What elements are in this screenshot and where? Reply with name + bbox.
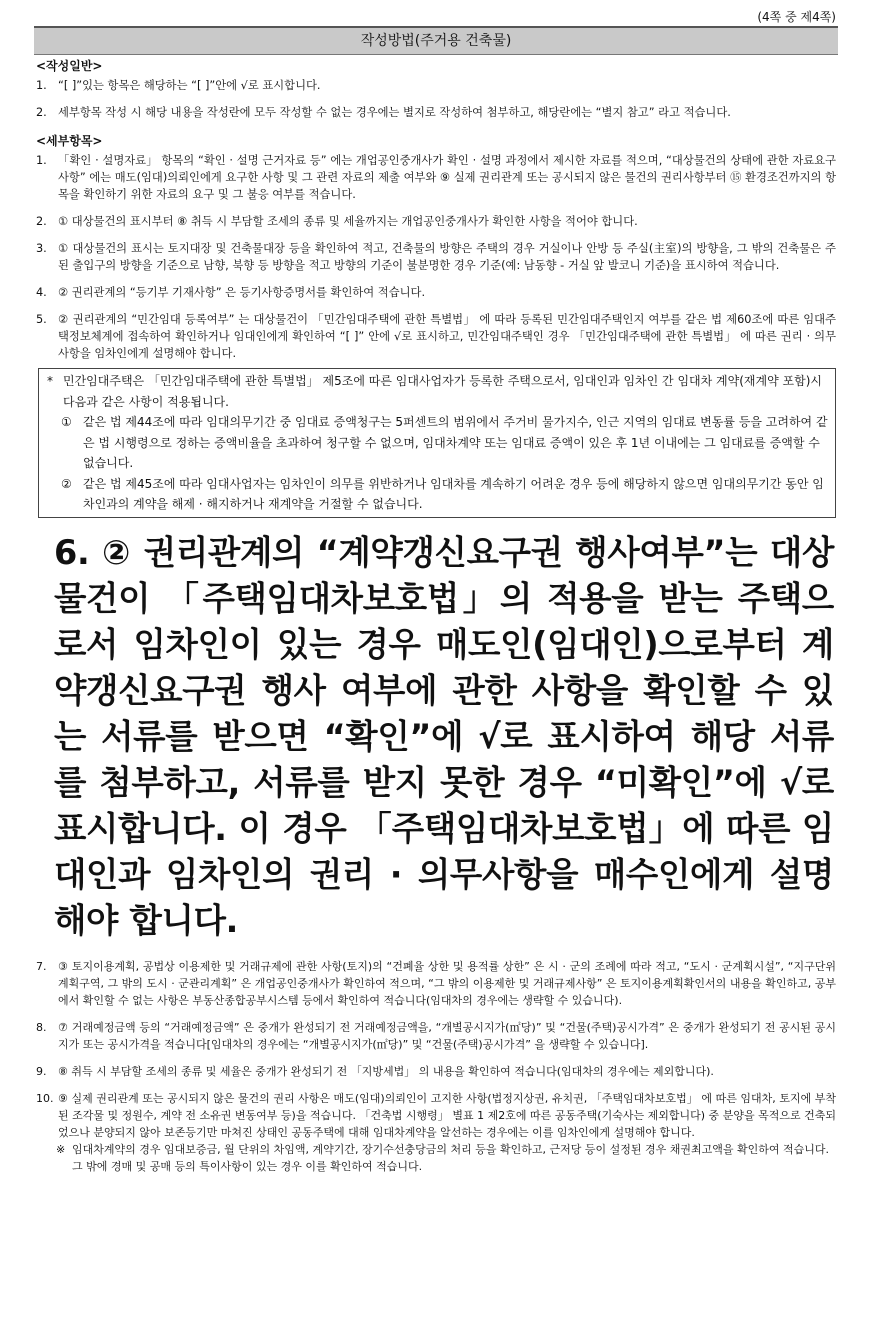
item-number: 3. bbox=[36, 242, 47, 255]
item-text: ② 권리관계의 “민간임대 등록여부” 는 대상물건이 「민간임대주택에 관한 특별법」 에 따라 등록된 민간임대주택인지 여부를 같은 법 제60조에 따른 임대주택정보체계에 접속하여 확인하거나 임대인에게 확인하여 “[ ]” 안에 √로 표시하고, 민간임대주택인 경우 「민간임대주택에 관한 특별법」 에 따른 권리 · 의무사항을 임차인에게 설명해야 합니다. bbox=[58, 313, 836, 360]
detail-item bbox=[36, 311, 836, 362]
note-mark: ※ bbox=[56, 1142, 66, 1156]
detail-item bbox=[36, 1019, 836, 1053]
detail-item bbox=[36, 213, 836, 230]
item-number: 4. bbox=[36, 286, 47, 299]
item-text: ⑦ 거래예정금액 등의 “거래예정금액” 은 중개가 완성되기 전 거래예정금액을, “개별공시지가(㎡당)” 및 “건물(주택)공시가격” 은 중개가 완성되기 전 공시된 공시지가 또는 공시가격을 적습니다[임대차의 경우에는 “개별공시지가(㎡당)” 및 “건물(주택)공시가격” 을 생략할 수 있습니다]. bbox=[58, 1020, 836, 1051]
item-number: 2. bbox=[36, 106, 47, 119]
item-text: ⑧ 취득 시 부담할 조세의 종류 및 세율은 중개가 완성되기 전 「지방세법」 의 내용을 확인하여 적습니다(임대차의 경우에는 제외합니다). bbox=[58, 1064, 714, 1078]
item-number: 10. bbox=[36, 1091, 54, 1105]
detail-item bbox=[36, 152, 836, 203]
asterisk-mark: * bbox=[47, 374, 53, 388]
item-text: “[ ]”있는 항목은 해당하는 “[ ]”안에 √로 표시합니다. bbox=[58, 79, 321, 92]
section-title: 작성방법(주거용 건축물) bbox=[34, 26, 838, 55]
general-item bbox=[36, 77, 836, 94]
item-text: ① 대상물건의 표시는 토지대장 및 건축물대장 등을 확인하여 적고, 건축물의 방향은 주택의 경우 거실이나 안방 등 주실(主室)의 방향을, 그 밖의 건축물은 주된 출입구의 방향을 기준으로 남향, 북향 등 방향을 적고 방향의 기준이 불분명한 경우 기준(예: 남동향 - 거실 앞 발코니 기준)을 표시하여 적습니다. bbox=[58, 242, 836, 272]
item-number: 2. bbox=[36, 215, 47, 228]
sub-mark: ① bbox=[61, 415, 72, 429]
item-text: ③ 토지이용계획, 공법상 이용제한 및 거래규제에 관한 사항(토지)의 “건폐율 상한 및 용적률 상한” 은 시 · 군의 조례에 따라 적고, “도시 · 군계획시설”, “지구단위계획구역, 그 밖의 도시 · 군관리계획” 은 개업공인중개사가 확인하여 적으며, “그 밖의 이용제한 및 거래규제사항” 은 토지이용계획확인서의 내용을 확인하고, 공부에서 확인할 수 없는 사항은 부동산종합공부시스템 등에서 확인하여 적습니다(임대차의 경우에는 생략할 수 있습니다). bbox=[58, 959, 836, 1007]
note-text: 임대차계약의 경우 임대보증금, 월 단위의 차임액, 계약기간, 장기수선충당금의 처리 등을 확인하고, 근저당 등이 설정된 경우 채권최고액을 확인하여 적습니다. 그 밖에 경매 및 공매 등의 특이사항이 있는 경우 이를 확인하여 적습니다. bbox=[72, 1142, 829, 1173]
item-number: 7. bbox=[36, 959, 47, 973]
general-item bbox=[36, 104, 836, 121]
item-number: 8. bbox=[36, 1020, 47, 1034]
detail-item bbox=[36, 284, 836, 301]
highlighted-item-6: 6. ② 권리관계의 “계약갱신요구권 행사여부”는 대상물건이 「주택임대차보호법」의 적용을 받는 주택으로서 임차인이 있는 경우 매도인(임대인)으로부터 계약갱신요구권 행사 여부에 관한 사항을 확인할 수 있는 서류를 받으면 “확인”에 √로 표시하여 해당 서류를 첨부하고, 서류를 받지 못한 경우 “미확인”에 √로 표시합니다. 이 경우 「주택임대차보호법」에 따른 임대인과 임차인의 권리 · 의무사항을 매수인에게 설명해야 합니다. bbox=[54, 532, 834, 940]
sub-text: 같은 법 제44조에 따라 임대의무기간 중 임대료 증액청구는 5퍼센트의 범위에서 주거비 물가지수, 인근 지역의 임대료 변동률 등을 고려하여 같은 법 시행령으로 정하는 증액비율을 초과하여 청구할 수 없으며, 임대차계약 또는 임대료 증액이 있은 후 1년 이내에는 그 임대료를 증액할 수 없습니다. bbox=[83, 415, 828, 470]
detail-item bbox=[36, 1063, 836, 1080]
lease-note bbox=[36, 1141, 836, 1175]
item-text: ⑨ 실제 권리관계 또는 공시되지 않은 물건의 권리 사항은 매도(임대)의뢰인이 고지한 사항(법정지상권, 유치권, 「주택임대차보호법」 에 따른 임대차, 토지에 부착된 조각물 및 정원수, 계약 전 소유권 변동여부 등)을 적습니다. 「건축법 시행령」 별표 1 제2호에 따른 공동주택(기숙사는 제외합니다) 중 분양을 목적으로 건축되었으나 분양되지 않아 보존등기만 마쳐진 상태인 공동주택에 대해 임대차계약을 알선하는 경우에는 이를 임차인에게 설명해야 합니다. bbox=[58, 1091, 836, 1139]
detail-item bbox=[36, 958, 836, 1009]
instructions-body bbox=[36, 56, 836, 1175]
item-text: ② 권리관계의 “등기부 기재사항” 은 등기사항증명서를 확인하여 적습니다. bbox=[58, 286, 426, 299]
general-heading: <작성일반> bbox=[36, 59, 103, 73]
item-number: 9. bbox=[36, 1064, 47, 1078]
item-text: 「확인 · 설명자료」 항목의 “확인 · 설명 근거자료 등” 에는 개업공인중개사가 확인 · 설명 과정에서 제시한 자료를 적으며, “대상물건의 상태에 관한 자료요구 사항” 에는 매도(임대)의뢰인에게 요구한 사항 및 그 관련 자료의 제출 여부와 ⑨ 실제 권리관계 또는 공시되지 않은 물건의 권리사항부터 ⑮ 환경조건까지의 항목을 확인하기 위한 자료의 요구 및 그 불응 여부를 적습니다. bbox=[58, 154, 836, 201]
private-rental-note-box bbox=[38, 368, 836, 518]
box-sub-item bbox=[47, 412, 829, 474]
detail-item bbox=[36, 240, 836, 274]
item-text: ① 대상물건의 표시부터 ⑧ 취득 시 부담할 조세의 종류 및 세율까지는 개업공인중개사가 확인한 사항을 적어야 합니다. bbox=[58, 215, 638, 228]
detail-item bbox=[36, 1090, 836, 1141]
page-number: (4쪽 중 제4쪽) bbox=[757, 10, 836, 24]
item-text: 세부항목 작성 시 해당 내용을 작성란에 모두 작성할 수 없는 경우에는 별지로 작성하여 첨부하고, 해당란에는 “별지 참고” 라고 적습니다. bbox=[58, 106, 731, 119]
box-intro bbox=[47, 371, 829, 412]
detail-heading: <세부항목> bbox=[36, 134, 103, 148]
sub-text: 같은 법 제45조에 따라 임대사업자는 임차인이 의무를 위반하거나 임대차를 계속하기 어려운 경우 등에 해당하지 않으면 임대의무기간 동안 임차인과의 계약을 해제 · 해지하거나 재계약을 거절할 수 없습니다. bbox=[83, 476, 824, 511]
item-number: 1. bbox=[36, 154, 47, 167]
sub-mark: ② bbox=[61, 476, 72, 491]
box-sub-item bbox=[47, 474, 829, 515]
box-intro-text: 민간임대주택은 「민간임대주택에 관한 특별법」 제5조에 따른 임대사업자가 등록한 주택으로서, 임대인과 임차인 간 임대차 계약(재계약 포함)시 다음과 같은 사항이 적용됩니다. bbox=[63, 374, 822, 409]
item-number: 1. bbox=[36, 79, 47, 92]
item-number: 5. bbox=[36, 313, 47, 326]
